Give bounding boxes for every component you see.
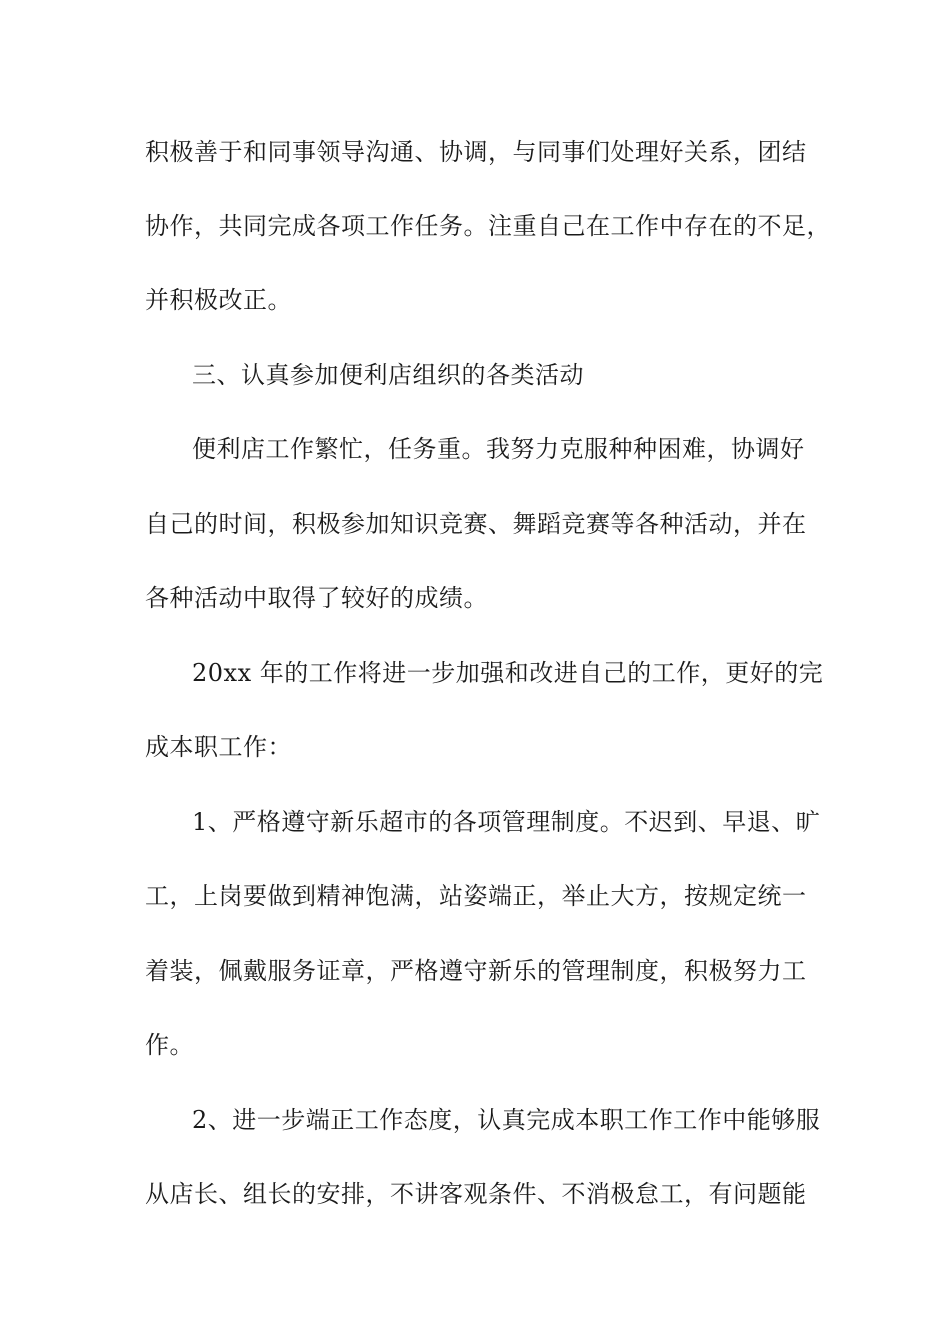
- list-item-line: 工，上岗要做到精神饱满，站姿端正，举止大方，按规定统一: [145, 882, 807, 910]
- list-item-line: 作。: [145, 1031, 194, 1059]
- paragraph-line: 积极善于和同事领导沟通、协调，与同事们处理好关系，团结: [145, 138, 807, 166]
- paragraph-line: 自己的时间，积极参加知识竞赛、舞蹈竞赛等各种活动，并在: [145, 510, 807, 538]
- paragraph-line: 协作，共同完成各项工作任务。注重自己在工作中存在的不足，: [145, 212, 831, 240]
- list-item-line: 从店长、组长的安排，不讲客观条件、不消极怠工，有问题能: [145, 1180, 807, 1208]
- paragraph-line: 各种活动中取得了较好的成绩。: [145, 584, 488, 612]
- section-heading: 三、认真参加便利店组织的各类活动: [192, 361, 584, 389]
- paragraph-line: 20xx 年的工作将进一步加强和改进自己的工作，更好的完: [192, 659, 824, 687]
- paragraph-line: 并积极改正。: [145, 286, 292, 314]
- paragraph-line: 成本职工作：: [145, 733, 292, 761]
- paragraph-line: 便利店工作繁忙，任务重。我努力克服种种困难，协调好: [192, 435, 805, 463]
- list-item-line: 2、进一步端正工作态度，认真完成本职工作工作中能够服: [192, 1106, 821, 1134]
- list-item-line: 1、严格遵守新乐超市的各项管理制度。不迟到、早退、旷: [192, 808, 821, 836]
- list-item-line: 着装，佩戴服务证章，严格遵守新乐的管理制度，积极努力工: [145, 957, 807, 985]
